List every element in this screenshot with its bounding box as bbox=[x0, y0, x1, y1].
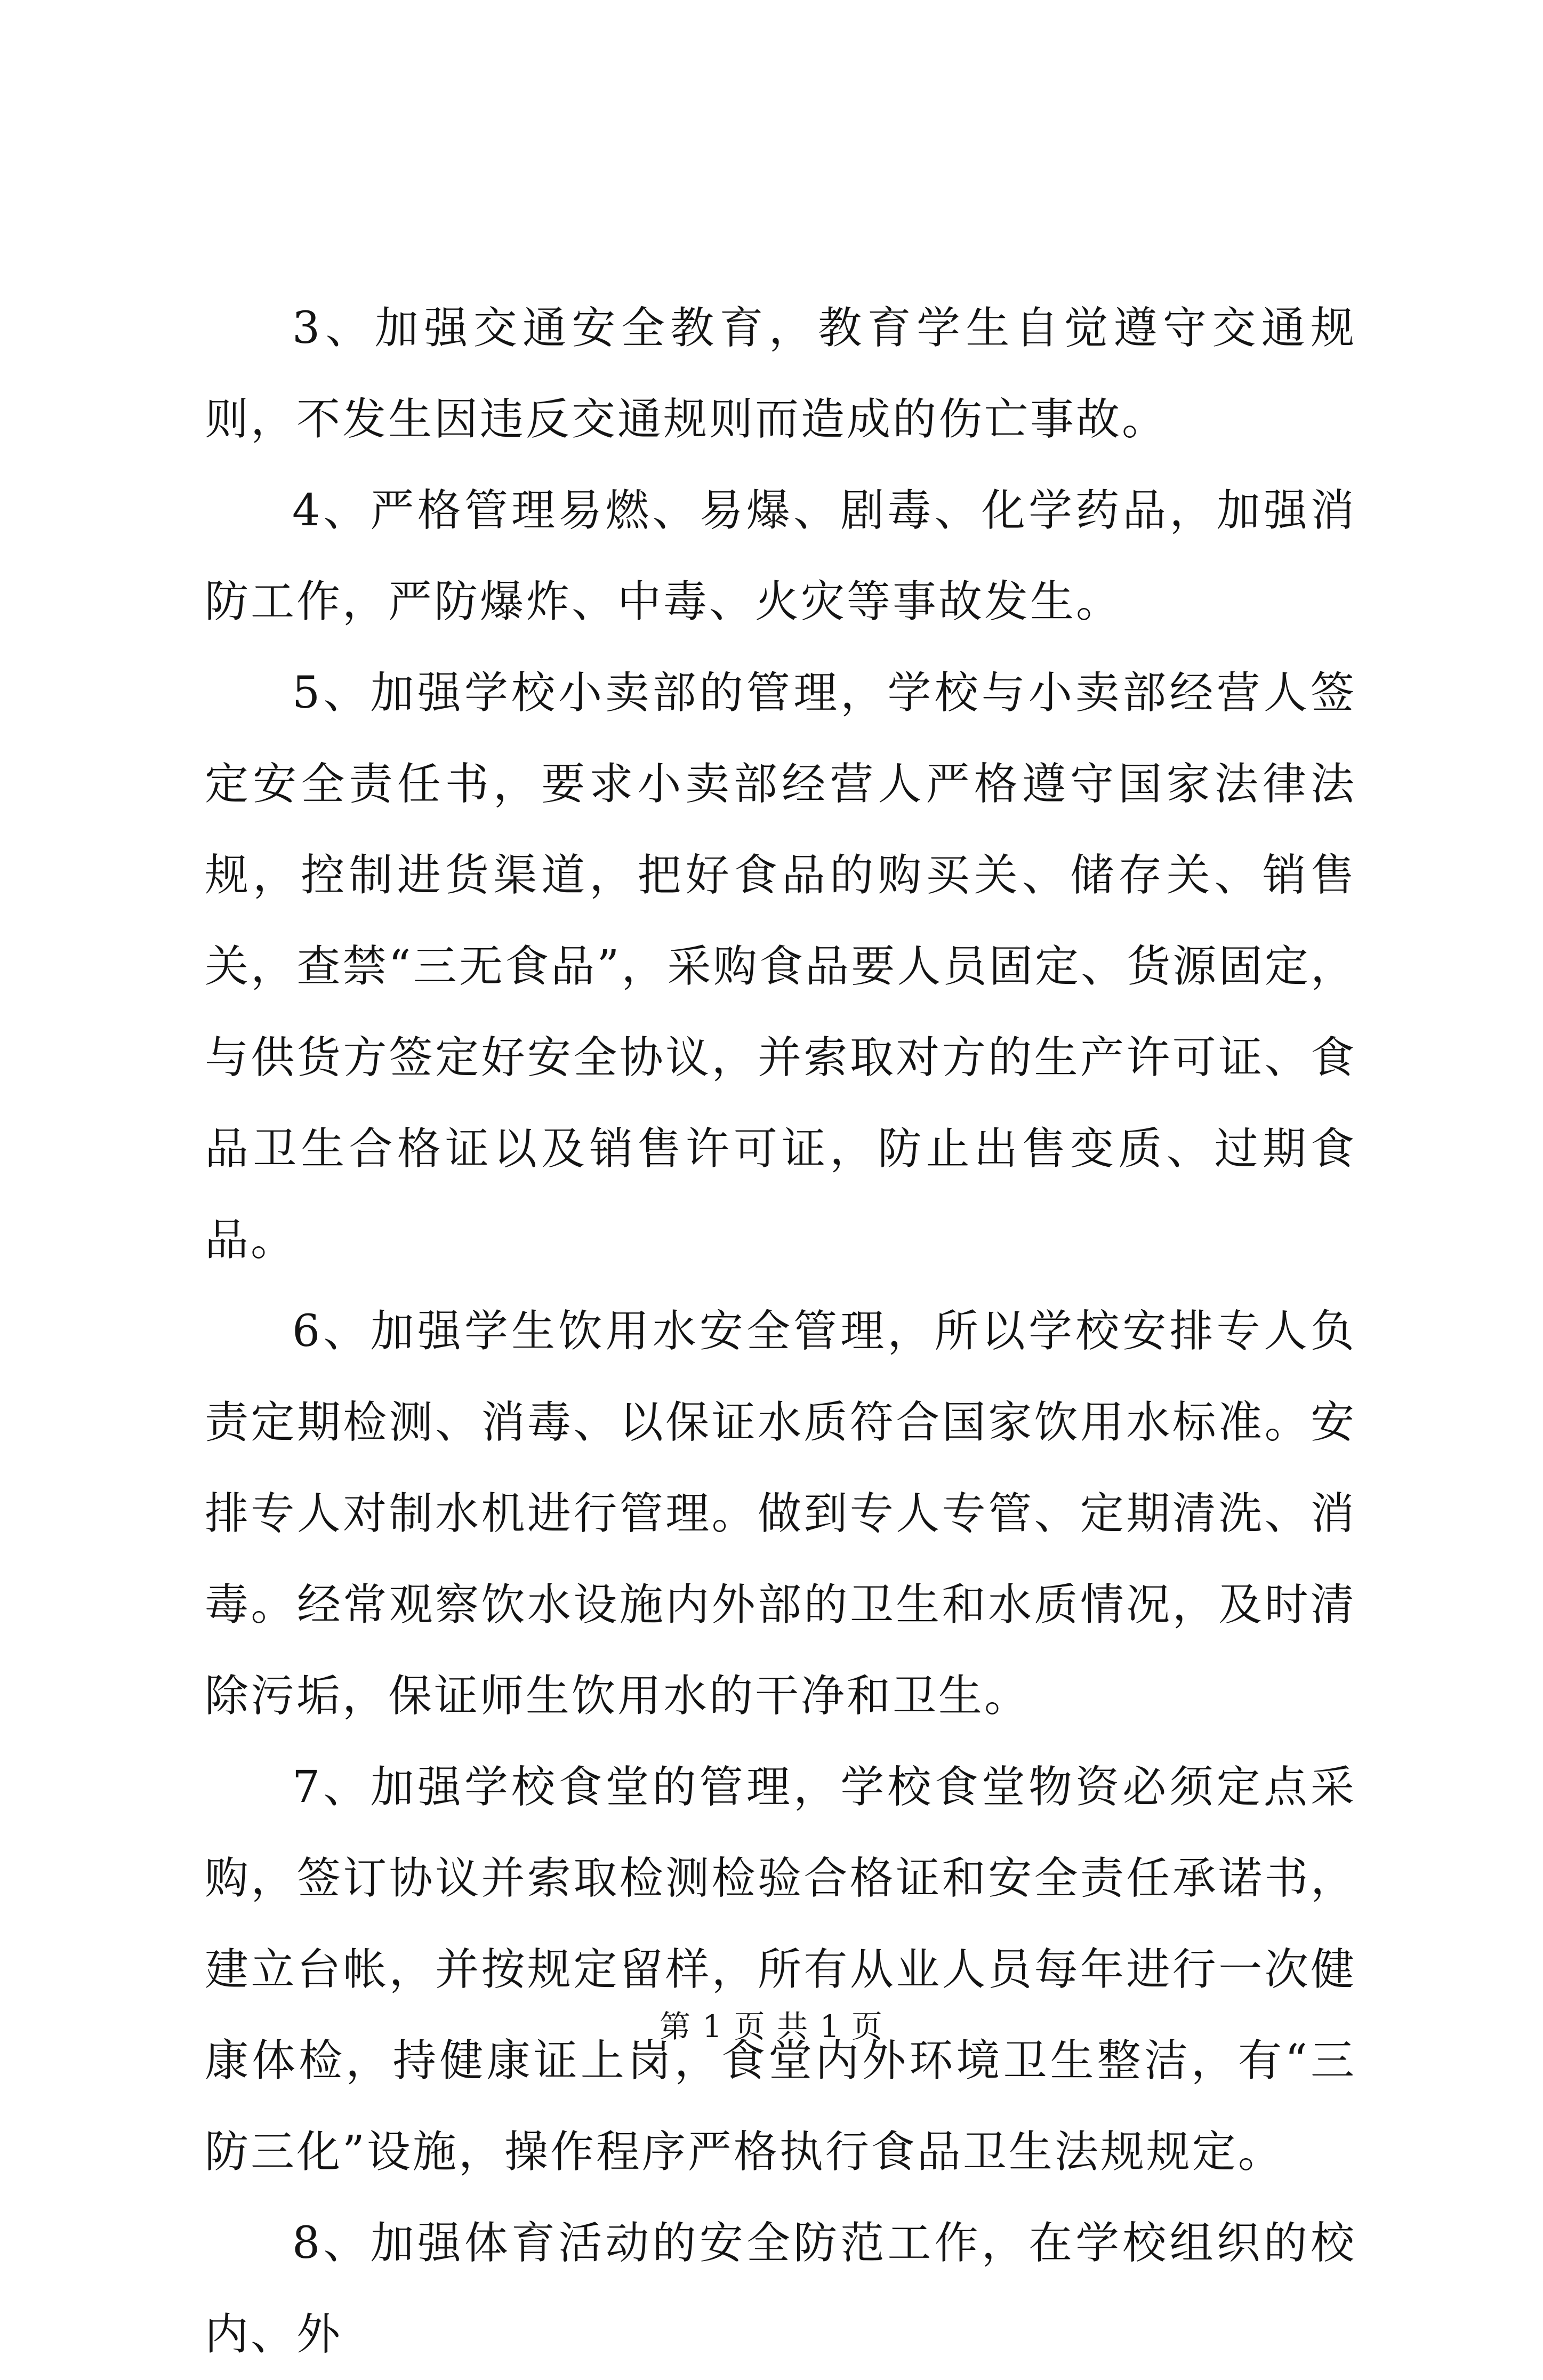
paragraph-item-8: 8、加强体育活动的安全防范工作，在学校组织的校内、外 bbox=[205, 2218, 1356, 2360]
paragraph-item-5: 5、加强学校小卖部的管理，学校与小卖部经营人签定安全责任书，要求小卖部经营人严格遵守国家法律法规，控制进货渠道，把好食品的购买关、储存关、销售关，查禁“三无食品”，采购食品要人员固定、货源固定，与供货方签定好安全协议，并索取对方的生产许可证、食品卫生合格证以及销售许可证，防止出售变质、过期食品。 bbox=[205, 668, 1356, 1265]
page-number-footer: 第 1 页 共 1 页 bbox=[660, 2008, 883, 2045]
paragraph-item-3: 3、加强交通安全教育，教育学生自觉遵守交通规则，不发生因违反交通规则而造成的伤亡事故。 bbox=[205, 303, 1356, 445]
document-body bbox=[205, 283, 1356, 2380]
paragraph-item-4: 4、严格管理易燃、易爆、剧毒、化学药品，加强消防工作，严防爆炸、中毒、火灾等事故发生。 bbox=[205, 485, 1356, 627]
paragraph-item-6: 6、加强学生饮用水安全管理，所以学校安排专人负责定期检测、消毒、以保证水质符合国家饮用水标准。安排专人对制水机进行管理。做到专人专管、定期清洗、消毒。经常观察饮水设施内外部的卫生和水质情况，及时清除污垢，保证师生饮用水的干净和卫生。 bbox=[205, 1306, 1356, 1721]
paragraph-item-7: 7、加强学校食堂的管理，学校食堂物资必须定点采购，签订协议并索取检测检验合格证和安全责任承诺书，建立台帐，并按规定留样，所有从业人员每年进行一次健康体检，持健康证上岗，食堂内外环境卫生整洁，有“三防三化”设施，操作程序严格执行食品卫生法规规定。 bbox=[205, 1762, 1356, 2177]
